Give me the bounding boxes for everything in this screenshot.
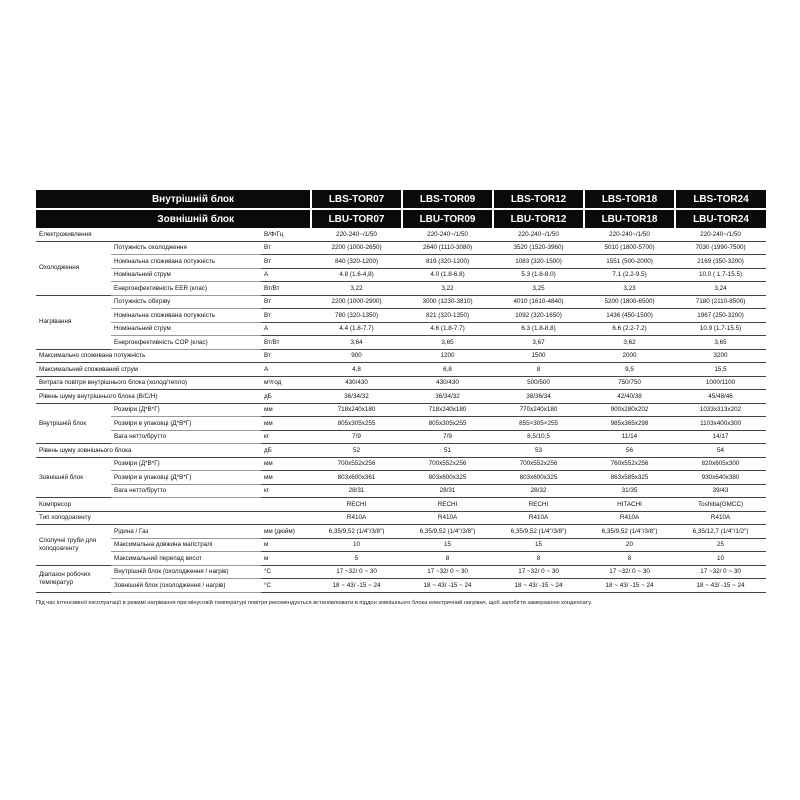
group-label: Охолодження: [36, 241, 111, 295]
unit-cell: Вт: [264, 298, 271, 305]
value-cell: 4,8: [352, 365, 361, 373]
value-cell: 20: [626, 541, 634, 548]
value-cell: 36/34/32: [344, 392, 369, 400]
value-cell: 1092 (320-1650): [515, 311, 562, 319]
indoor-model: LBS-TOR12: [493, 190, 584, 209]
indoor-model: LBS-TOR24: [675, 190, 766, 209]
unit-cell: м: [264, 541, 269, 548]
value-cell: RECHI: [437, 500, 458, 508]
value-cell: 821 (320-1350): [426, 311, 470, 319]
table-row: [36, 403, 766, 417]
value-cell: 8: [536, 554, 541, 562]
value-cell: 17 ~32/ 0 ~ 30: [518, 568, 559, 575]
value-cell: R410A: [619, 514, 640, 521]
value-cell: 780 (320-1350): [335, 311, 379, 319]
value-cell: 3,67: [532, 338, 545, 346]
group-label: Внутрішній блок: [36, 403, 111, 444]
param-label: Номінальний струм: [111, 322, 261, 336]
unit-cell: мм: [264, 460, 273, 467]
unit-cell: Вт: [264, 244, 271, 251]
value-cell: 18 ~ 43/ -15 ~ 24: [605, 581, 654, 589]
value-cell: 3,24: [714, 284, 727, 292]
value-cell: 10: [353, 541, 361, 548]
param-label: Потужність обігріву: [111, 295, 261, 309]
table-row: [36, 363, 766, 377]
value-cell: 6.6 (2.2-7.2): [612, 325, 647, 332]
unit-cell: Вт: [264, 311, 271, 319]
indoor-model: LBS-TOR18: [584, 190, 675, 209]
value-cell: 7030 (1990-7500): [695, 244, 746, 251]
value-cell: 6,35/9,52 (1/4"/3/8"): [510, 527, 567, 535]
unit-cell: мм: [264, 406, 273, 413]
value-cell: 5010 (1800-5700): [604, 244, 655, 251]
value-cell: 3,65: [714, 338, 727, 346]
param-label: Максимальна довжина магістралі: [111, 538, 261, 552]
value-cell: 6,35/9,52 (1/4"/3/8"): [419, 527, 476, 535]
indoor-unit-label: Внутрішній блок: [36, 190, 311, 209]
value-cell: 805x305x255: [428, 419, 467, 427]
table-row: [36, 349, 766, 363]
value-cell: 36/34/32: [435, 392, 460, 400]
value-cell: 3,65: [441, 338, 454, 346]
value-cell: 4.8 (1.6-4,8): [339, 271, 374, 278]
row-label: Максимальний споживаний струм: [39, 365, 138, 373]
outdoor-model: LBU-TOR09: [402, 209, 493, 228]
unit-cell: мм: [264, 419, 273, 427]
value-cell: 900x280x202: [610, 406, 649, 413]
param-label: Розміри в упаковці (Д*В*Г): [111, 471, 261, 485]
value-cell: 8: [627, 554, 632, 562]
value-cell: 3000 (1230-3810): [422, 298, 473, 305]
value-cell: 8: [445, 554, 450, 562]
value-cell: 15: [535, 541, 543, 548]
value-cell: 220-240~/1/50: [518, 230, 559, 238]
unit-cell: мм: [264, 473, 273, 481]
value-cell: 820x605x300: [701, 460, 740, 467]
value-cell: 15: [444, 541, 452, 548]
unit-cell: мм (дюйм): [264, 527, 295, 535]
group-label: Зовнішній блок: [36, 457, 111, 498]
value-cell: 803x600x325: [519, 473, 558, 481]
value-cell: 1551 (500-2000): [606, 257, 653, 265]
table-row: [36, 309, 766, 323]
value-cell: 863x585x325: [610, 473, 649, 481]
unit-cell: °C: [264, 581, 272, 589]
value-cell: 4.6 (1.8-7.7): [430, 325, 465, 332]
value-cell: 3,22: [441, 284, 454, 292]
value-cell: 1436 (450-1500): [606, 311, 653, 319]
unit-cell: А: [264, 271, 269, 278]
table-row: [36, 430, 766, 444]
value-cell: 18 ~ 43/ -15 ~ 24: [332, 581, 381, 589]
table-row: [36, 417, 766, 431]
table-row: [36, 295, 766, 309]
unit-cell: дБ: [264, 446, 272, 454]
table-row: [36, 498, 766, 512]
table-row: [36, 322, 766, 336]
value-cell: 51: [444, 446, 452, 454]
param-label: Внутрішній блок (охолодження / нагрів): [111, 565, 261, 579]
value-cell: 1103x400x300: [700, 419, 741, 427]
value-cell: 1033x313x202: [699, 406, 742, 413]
unit-cell: Вт/Вт: [264, 338, 280, 346]
value-cell: 3,64: [350, 338, 363, 346]
table-row: [36, 336, 766, 350]
value-cell: 3,25: [532, 284, 545, 292]
value-cell: 6,35/12,7 (1/4"/1/2"): [692, 527, 749, 535]
value-cell: R410A: [710, 514, 731, 521]
table-row: [36, 484, 766, 498]
row-label: Компресор: [39, 500, 72, 508]
value-cell: 6.3 (1.8-8.8): [521, 325, 556, 332]
unit-cell: м: [264, 554, 269, 562]
param-label: Потужність охолодження: [111, 241, 261, 255]
value-cell: 220-240~/1/50: [700, 230, 741, 238]
value-cell: R410A: [528, 514, 549, 521]
value-cell: 430/430: [436, 379, 459, 386]
value-cell: 5200 (1800-6500): [604, 298, 655, 305]
value-cell: 28/31: [439, 487, 456, 494]
value-cell: 17 ~32/ 0 ~ 30: [609, 568, 650, 575]
value-cell: 17 ~32/ 0 ~ 30: [427, 568, 468, 575]
value-cell: 1083 (320-1500): [515, 257, 562, 265]
value-cell: 28/31: [348, 487, 365, 494]
unit-cell: А: [264, 325, 269, 332]
row-label: Рівень шуму зовнішнього блока: [39, 446, 132, 454]
table-row: [36, 511, 766, 525]
outdoor-header-row: [36, 209, 766, 228]
row-label: Максимально споживана потужність: [39, 352, 146, 359]
value-cell: 8,5/10,5: [527, 433, 550, 440]
group-label: Діапазон робочих температур: [36, 565, 111, 592]
value-cell: 700x552x256: [428, 460, 467, 467]
value-cell: 39/43: [712, 487, 729, 494]
value-cell: 10.9 (1.7-15.5): [699, 325, 742, 332]
param-label: Вага нетто/брутто: [111, 430, 261, 444]
value-cell: 53: [535, 446, 543, 454]
value-cell: 38/36/34: [526, 392, 551, 400]
unit-cell: °C: [264, 568, 272, 575]
value-cell: 855×305×255: [519, 419, 558, 427]
value-cell: 500/500: [527, 379, 550, 386]
unit-cell: [261, 498, 311, 512]
param-label: Номінальний струм: [111, 268, 261, 282]
value-cell: 750/750: [618, 379, 641, 386]
value-cell: 45/48/46: [708, 392, 733, 400]
value-cell: R410A: [437, 514, 458, 521]
value-cell: 54: [717, 446, 725, 454]
param-label: Вага нетто/брутто: [111, 484, 261, 498]
value-cell: 10.0 ( 1.7-15.5): [699, 271, 743, 278]
unit-cell: м³/год: [264, 379, 282, 386]
table-row: [36, 444, 766, 458]
spec-body: [36, 228, 766, 592]
value-cell: 11/14: [621, 433, 638, 440]
table-row: [36, 255, 766, 269]
group-label: Сполучні труби для холодоагенту: [36, 525, 111, 566]
value-cell: 2169 (350-3200): [697, 257, 744, 265]
value-cell: 4.4 (1.8-7.7): [339, 325, 374, 332]
value-cell: 803x600x325: [428, 473, 467, 481]
value-cell: 1967 (250-3200): [697, 311, 744, 319]
value-cell: 5: [354, 554, 359, 562]
unit-cell: кг: [264, 487, 270, 494]
indoor-model: LBS-TOR09: [402, 190, 493, 209]
value-cell: 840 (320-1200): [335, 257, 379, 265]
value-cell: 770x240x180: [519, 406, 558, 413]
value-cell: Toshiba(GMCC): [697, 500, 744, 508]
value-cell: 760x552x256: [610, 460, 649, 467]
table-row: [36, 268, 766, 282]
outdoor-model: LBU-TOR07: [311, 209, 402, 228]
value-cell: 7180 (2110-8500): [695, 298, 746, 305]
unit-cell: В/Ф/Гц: [264, 230, 284, 238]
unit-cell: Вт: [264, 257, 271, 265]
value-cell: 17 ~32/ 0 ~ 30: [700, 568, 741, 575]
value-cell: R410A: [346, 514, 367, 521]
table-row: [36, 471, 766, 485]
value-cell: 4010 (1610-4840): [513, 298, 564, 305]
spec-table: [36, 190, 766, 593]
value-cell: 4.0 (1.8-6.8): [430, 271, 465, 278]
value-cell: 6,8: [443, 365, 452, 373]
value-cell: 220-240~/1/50: [609, 230, 650, 238]
table-row: [36, 538, 766, 552]
value-cell: 10: [717, 554, 725, 562]
value-cell: 819 (320-1200): [426, 257, 470, 265]
value-cell: 18 ~ 43/ -15 ~ 24: [696, 581, 745, 589]
value-cell: 2640 (1110-3080): [422, 244, 473, 251]
value-cell: 3520 (1520-3960): [513, 244, 564, 251]
row-label: Електроживлення: [39, 230, 92, 238]
param-label: Енергоефективність EER (клас): [111, 282, 261, 296]
table-row: [36, 376, 766, 390]
value-cell: 985x365x298: [610, 419, 649, 427]
table-row: [36, 228, 766, 241]
value-cell: HITACHI: [617, 500, 642, 508]
indoor-header-row: [36, 190, 766, 209]
value-cell: 2200 (1000-2900): [331, 298, 382, 305]
value-cell: 25: [717, 541, 725, 548]
value-cell: 3,62: [623, 338, 636, 346]
value-cell: 7/9: [443, 433, 452, 440]
param-label: Номінальна споживана потужність: [111, 255, 261, 269]
group-label: Нагрівання: [36, 295, 111, 349]
value-cell: 430/430: [345, 379, 368, 386]
table-row: [36, 241, 766, 255]
value-cell: RECHI: [346, 500, 367, 508]
value-cell: 2200 (1000-2650): [331, 244, 382, 251]
indoor-model: LBS-TOR07: [311, 190, 402, 209]
param-label: Номінальна споживана потужність: [111, 309, 261, 323]
value-cell: 42/40/38: [617, 392, 642, 400]
unit-cell: Вт/Вт: [264, 284, 280, 292]
footnote: Під час інтенсивної експлуатації в режимі нагрівання при мінусовій температурі повітря рекомендується встановлювати в піддон зовнішнього блока електричний нагрівач, щоб запобігти замерзанню конденсату.: [36, 600, 593, 606]
table-row: [36, 525, 766, 539]
value-cell: 28/32: [530, 487, 547, 494]
value-cell: 8: [536, 365, 541, 373]
table-row: [36, 457, 766, 471]
value-cell: 220-240~/1/50: [427, 230, 468, 238]
value-cell: 6,35/9,52 (1/4"/3/8"): [328, 527, 385, 535]
row-label: Тип холодоагенту: [39, 514, 91, 521]
value-cell: RECHI: [528, 500, 549, 508]
value-cell: 3200: [713, 352, 728, 359]
unit-cell: дБ: [264, 392, 272, 400]
unit-cell: А: [264, 365, 269, 373]
row-label: Рівень шуму внутрішнього блока (В/С/Н): [39, 392, 158, 400]
value-cell: 18 ~ 43/ -15 ~ 24: [514, 581, 563, 589]
value-cell: 6,35/9,52 (1/4"/3/8"): [601, 527, 658, 535]
unit-cell: Вт: [264, 352, 271, 359]
value-cell: 805x305x255: [337, 419, 376, 427]
value-cell: 700x552x256: [519, 460, 558, 467]
param-label: Максимальний перепад висот: [111, 552, 261, 566]
param-label: Розміри (Д*В*Г): [111, 457, 261, 471]
param-label: Рідина / Газ: [111, 525, 261, 539]
value-cell: 3,23: [623, 284, 636, 292]
outdoor-model: LBU-TOR18: [584, 209, 675, 228]
outdoor-unit-label: Зовнішній блок: [36, 209, 311, 228]
param-label: Розміри (Д*В*Г): [111, 403, 261, 417]
unit-cell: [261, 511, 311, 525]
value-cell: 900: [351, 352, 362, 359]
value-cell: 31/35: [621, 487, 638, 494]
value-cell: 2000: [622, 352, 637, 359]
value-cell: 5.3 (1.8-8.0): [521, 271, 556, 278]
value-cell: 17 ~32/ 0 ~ 30: [336, 568, 377, 575]
value-cell: 718x240x180: [428, 406, 467, 413]
param-label: Енергоефективність COP (клас): [111, 336, 261, 350]
value-cell: 220-240~/1/50: [336, 230, 377, 238]
value-cell: 930x640x380: [701, 473, 740, 481]
table-row: [36, 552, 766, 566]
table-row: [36, 390, 766, 404]
unit-cell: кг: [264, 433, 270, 440]
value-cell: 7/9: [352, 433, 361, 440]
value-cell: 3,22: [350, 284, 363, 292]
value-cell: 1200: [440, 352, 455, 359]
row-label: Витрата повітря внутрішнього блока (холод/тепло): [39, 379, 187, 386]
value-cell: 7.1 (2.2-9.5): [612, 271, 647, 278]
value-cell: 718x240x180: [337, 406, 376, 413]
value-cell: 15,5: [714, 365, 727, 373]
outdoor-model: LBU-TOR12: [493, 209, 584, 228]
value-cell: 52: [353, 446, 361, 454]
table-row: [36, 579, 766, 593]
value-cell: 803x600x361: [337, 473, 376, 481]
value-cell: 1500: [531, 352, 546, 359]
table-row: [36, 282, 766, 296]
param-label: Зовнішній блок (охолодження / нагрів): [111, 579, 261, 593]
value-cell: 18 ~ 43/ -15 ~ 24: [423, 581, 472, 589]
param-label: Розміри в упаковці (Д*В*Г): [111, 417, 261, 431]
value-cell: 56: [626, 446, 634, 454]
value-cell: 1000/1100: [705, 379, 736, 386]
outdoor-model: LBU-TOR24: [675, 209, 766, 228]
table-row: [36, 565, 766, 579]
value-cell: 9,5: [625, 365, 634, 373]
value-cell: 700x552x256: [337, 460, 376, 467]
value-cell: 14/17: [712, 433, 729, 440]
